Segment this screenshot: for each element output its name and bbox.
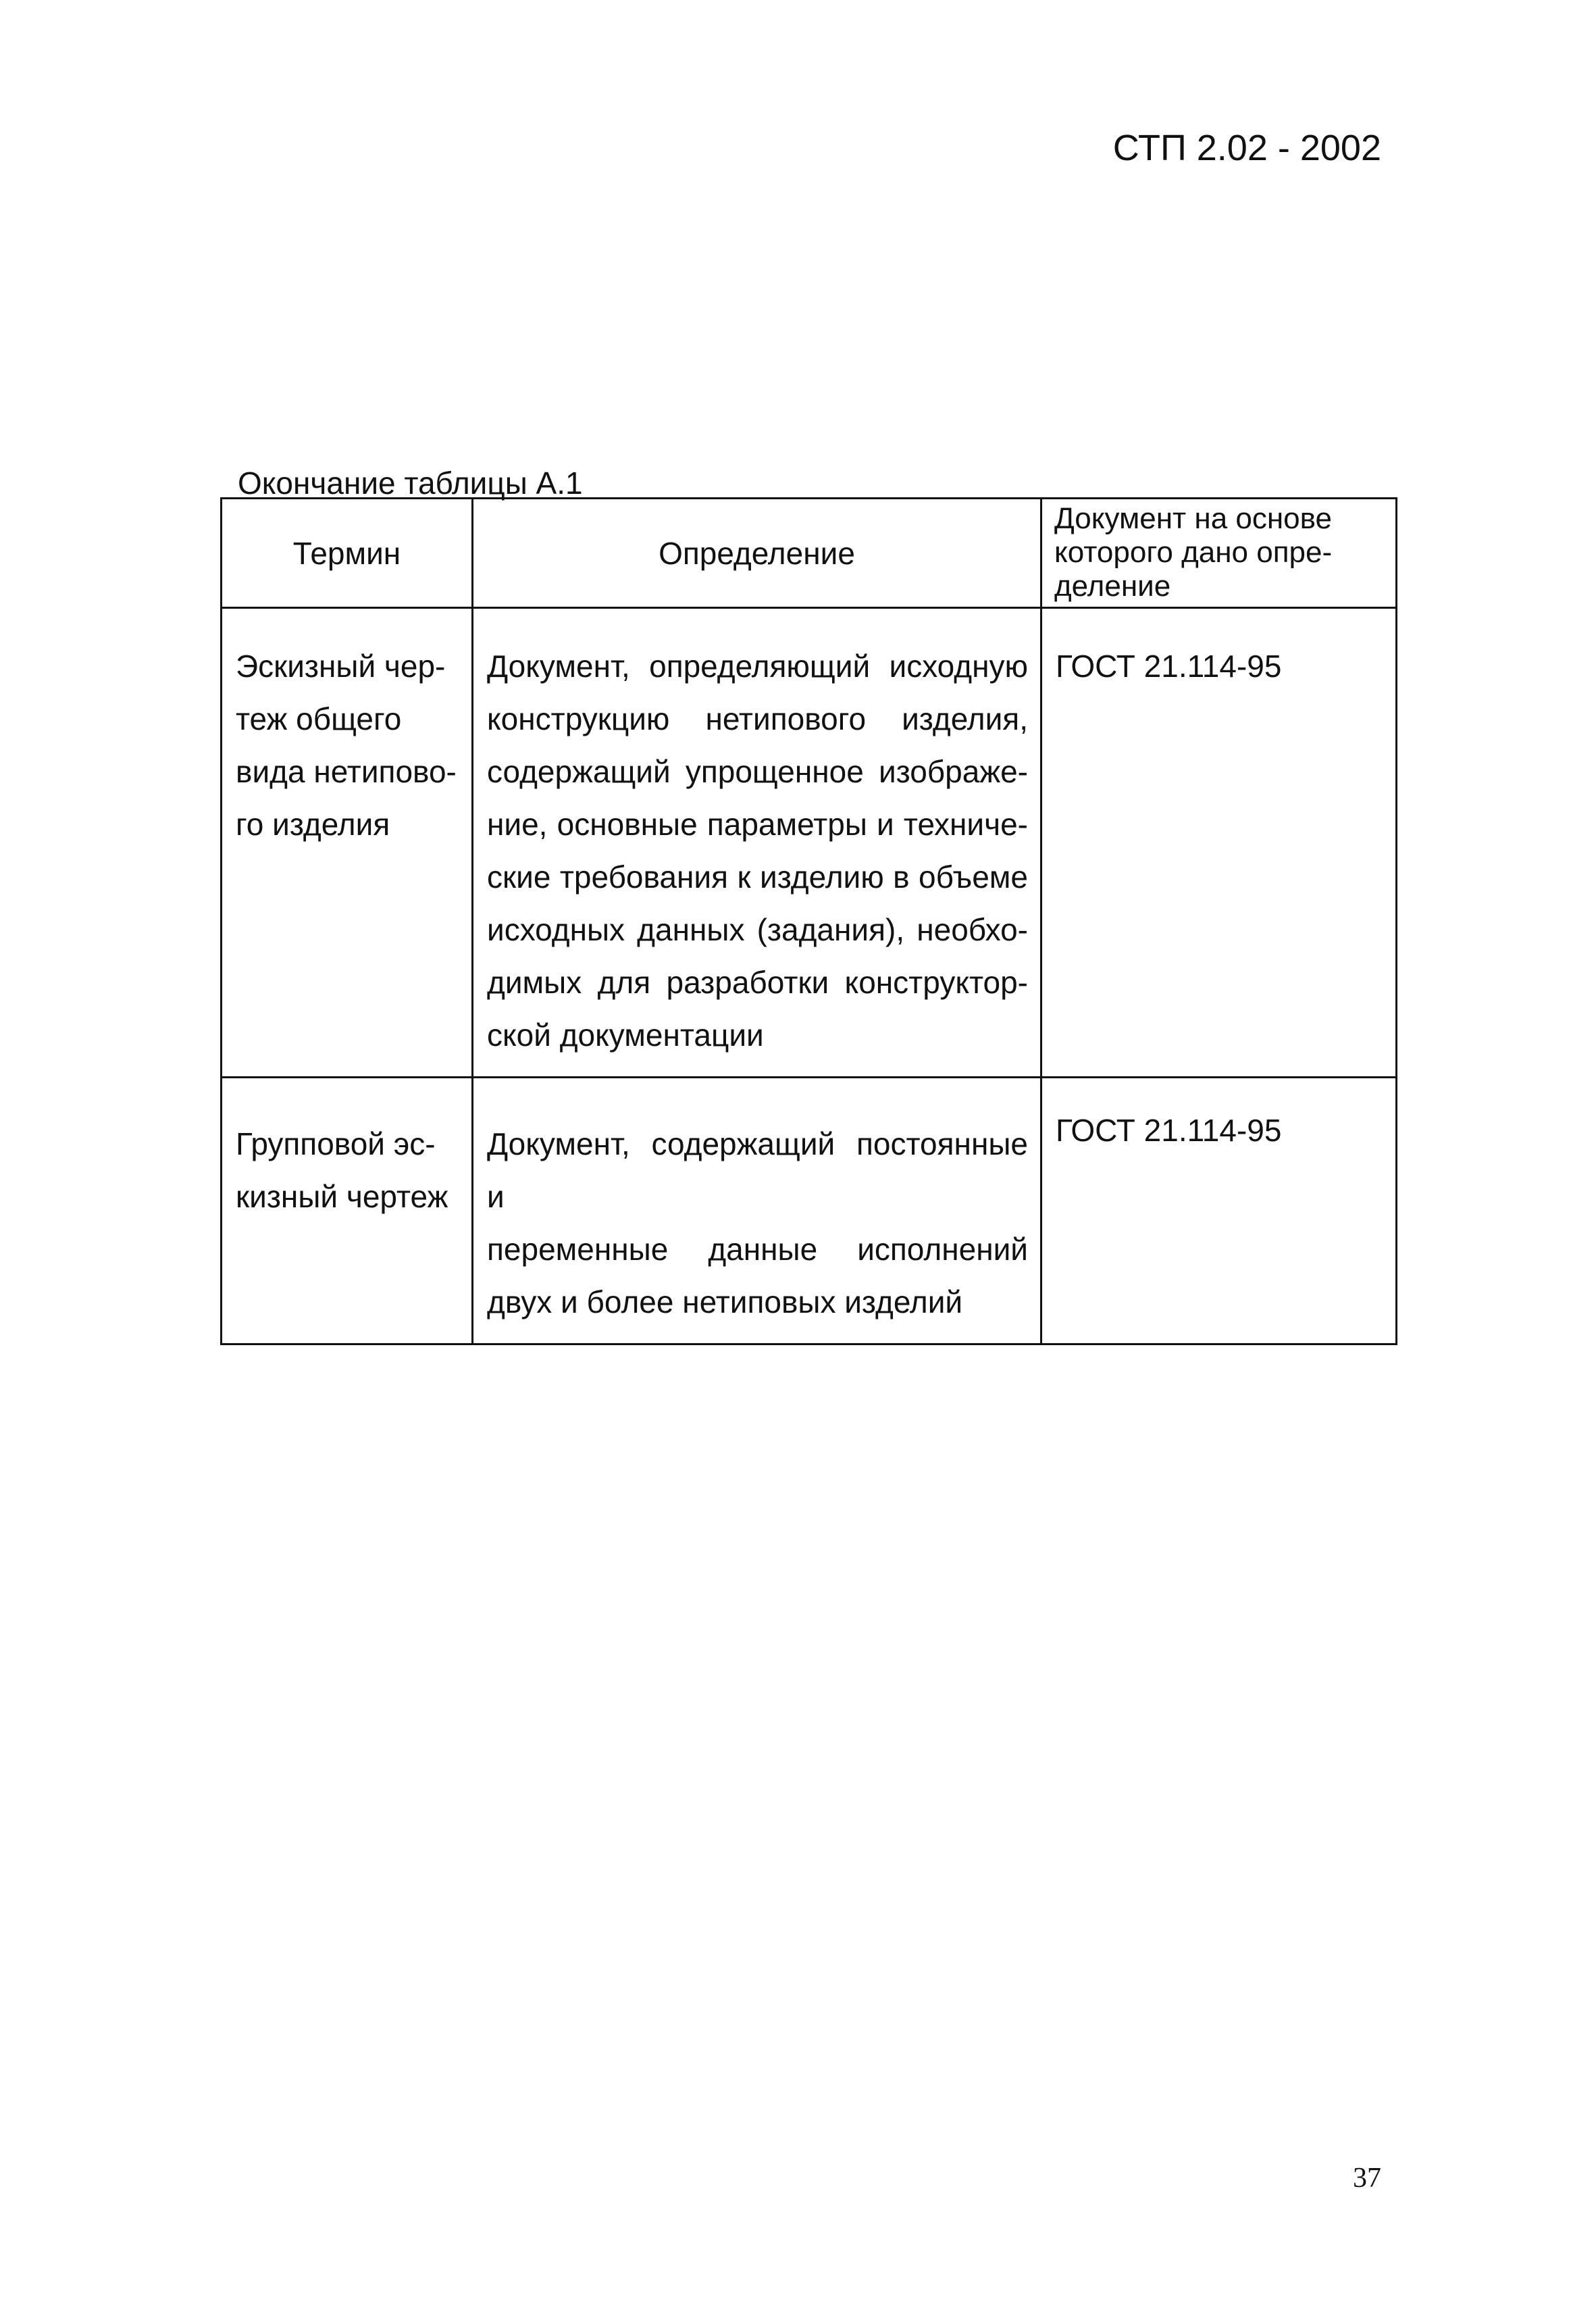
term-line: кизный чертеж (236, 1179, 448, 1214)
column-header-term: Термин (222, 499, 473, 608)
definition-line: ние, основные параметры и техниче- (487, 807, 1028, 842)
document-code: СТП 2.02 - 2002 (1112, 128, 1381, 168)
term-line: го изделия (236, 807, 390, 842)
source-cell: ГОСТ 21.114-95 (1041, 608, 1397, 1078)
page-number: 37 (1353, 2163, 1381, 2194)
definition-line: Документ, определяющий исходную (487, 649, 1028, 684)
column-header-source-line: деление (1054, 570, 1171, 603)
term-cell (222, 1078, 473, 1344)
source-cell: ГОСТ 21.114-95 (1041, 1078, 1397, 1344)
term-line: теж общего (236, 701, 402, 736)
column-header-source (1041, 499, 1397, 608)
definition-line: димых для разработки конструктор- (487, 965, 1028, 1000)
term-cell (222, 608, 473, 1078)
definition-line: исходных данных (задания), необхо- (487, 912, 1028, 947)
table-row (222, 608, 1397, 1078)
definition-cell (473, 1078, 1041, 1344)
column-header-definition: Определение (473, 499, 1041, 608)
definition-line: переменные данные исполнений (487, 1232, 1028, 1267)
table-caption: Окончание таблицы А.1 (238, 466, 583, 501)
definition-line: Документ, содержащий постоянные и (487, 1126, 1028, 1214)
term-line: Групповой эс- (236, 1126, 436, 1161)
term-line: вида нетипово- (236, 754, 457, 789)
definitions-table (220, 497, 1397, 1345)
definition-line: ские требования к изделию в объеме (487, 859, 1028, 895)
definition-line: содержащий упрощенное изображе- (487, 754, 1028, 789)
definition-cell (473, 608, 1041, 1078)
definition-line: ской документации (487, 1017, 764, 1053)
definition-line: двух и более нетиповых изделий (487, 1284, 963, 1319)
table-header-row (222, 499, 1397, 608)
term-line: Эскизный чер- (236, 649, 446, 684)
column-header-source-line: которого дано опре- (1054, 536, 1333, 569)
table-row (222, 1078, 1397, 1344)
column-header-source-line: Документ на основе (1054, 502, 1332, 535)
definition-line: конструкцию нетипового изделия, (487, 701, 1028, 736)
